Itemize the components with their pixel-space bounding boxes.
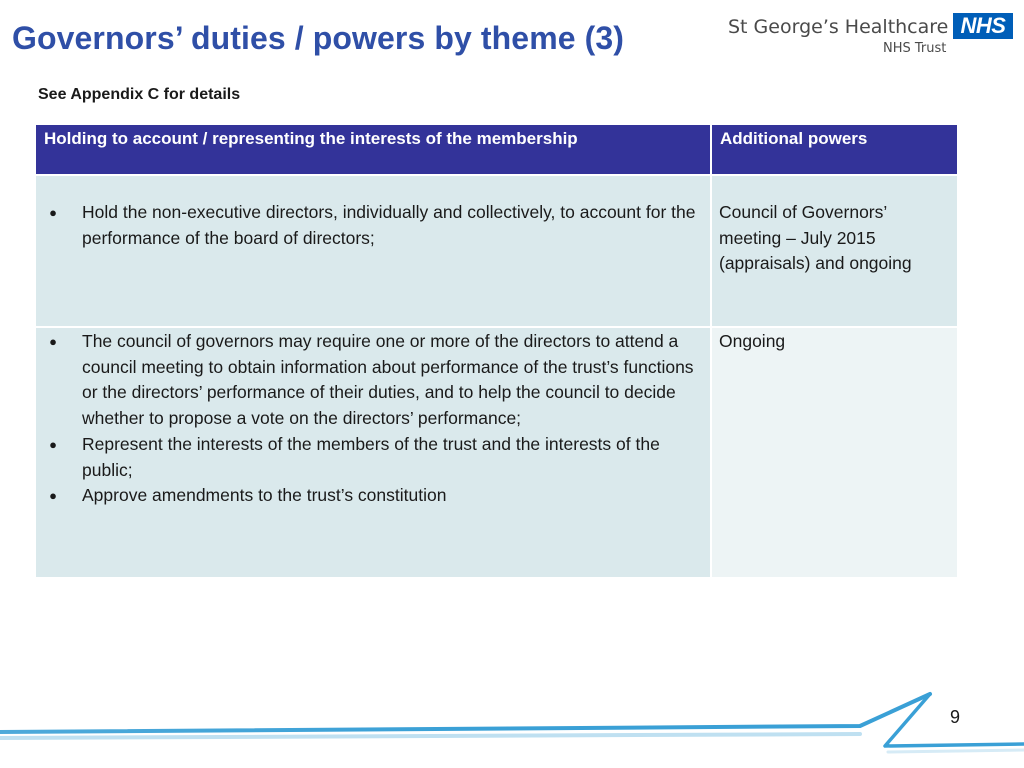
power-cell: Ongoing (711, 327, 957, 577)
duty-text: Approve amendments to the trust’s constitution (82, 485, 447, 506)
bullet-icon: ● (49, 436, 57, 452)
table-row (36, 327, 957, 577)
footer-swoosh-graphic (0, 686, 1024, 768)
header-powers: Additional powers (711, 125, 957, 175)
duty-list (36, 329, 710, 509)
slide-title: Governors’ duties / powers by theme (3) (12, 20, 625, 56)
duty-item (36, 483, 710, 509)
table-header-row (36, 125, 957, 175)
duty-item (36, 329, 710, 432)
logo-org-name: St George’s Healthcare (728, 16, 949, 38)
duties-cell (36, 327, 711, 577)
logo-org-type: NHS Trust (883, 41, 947, 56)
duty-item (36, 200, 710, 251)
duty-text: Represent the interests of the members of the trust and the interests of the public; (82, 433, 660, 480)
table-row (36, 175, 957, 327)
bullet-icon: ● (49, 334, 57, 349)
page-number: 9 (950, 707, 961, 727)
duties-powers-table (36, 125, 957, 577)
duty-item (36, 432, 710, 483)
nhs-logo-icon: NHS (953, 13, 1013, 39)
duty-text: Hold the non-executive directors, individually and collectively, to account for the performance of the board of directors; (82, 202, 696, 248)
trust-logo (728, 10, 1018, 58)
appendix-note: See Appendix C for details (38, 86, 241, 103)
power-cell: Council of Governors’ meeting – July 2015 (appraisals) and ongoing (711, 175, 957, 327)
duty-text: The council of governors may require one or more of the directors to attend a council meeting to obtain information about performance of the trust’s functions or the directors’ performance of their duties, and to help the council to decide whether to propose a vote on the directors’ performance; (82, 331, 694, 429)
duty-list (36, 200, 710, 251)
bullet-icon: ● (49, 205, 57, 220)
bullet-icon: ● (49, 488, 57, 504)
duties-cell (36, 175, 711, 327)
header-duties: Holding to account / representing the interests of the membership (36, 125, 711, 175)
